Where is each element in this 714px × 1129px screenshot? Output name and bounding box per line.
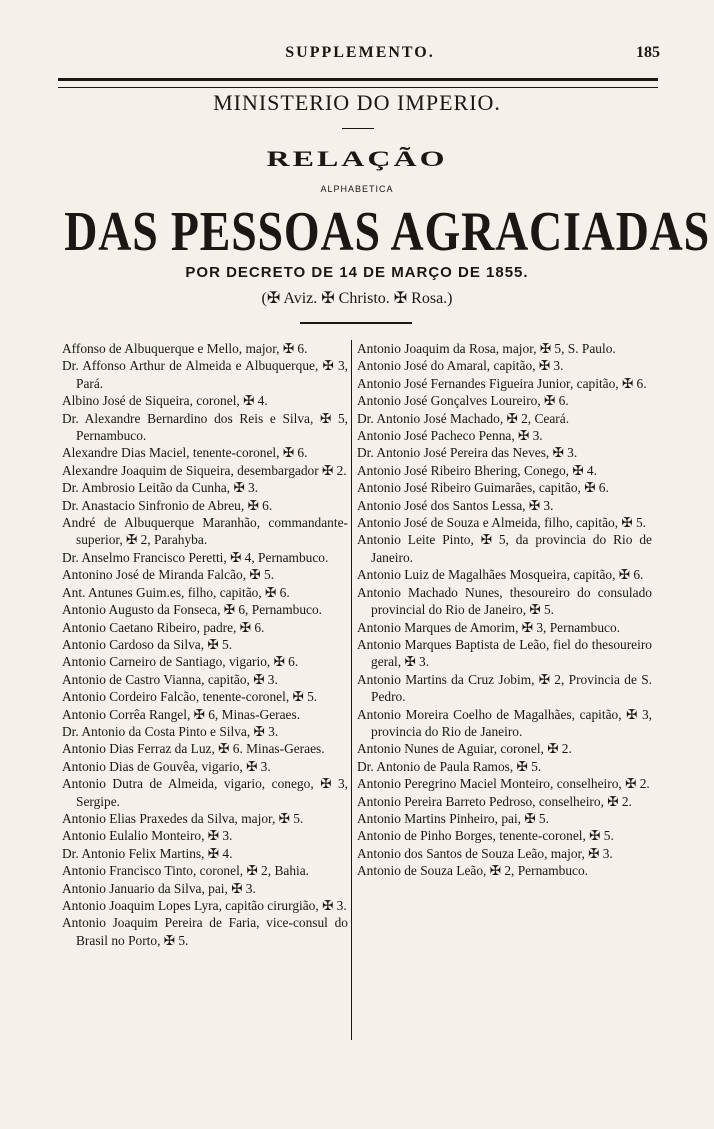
list-item: Antonino José de Miranda Falcão, ✠ 5. (62, 567, 275, 583)
list-item: Antonio José Ribeiro Bhering, Conego, ✠ 4. (357, 462, 597, 478)
list-item: Antonio José de Souza e Almeida, filho, capitão, ✠ 5. (357, 515, 647, 531)
list-item: Antonio Augusto da Fonseca, ✠ 6, Pernambuco. (62, 602, 323, 618)
list-item: Antonio Elias Praxedes da Silva, major, ✠ 5. (62, 810, 304, 826)
list-item: Dr. Antonio José Pereira das Neves, ✠ 3. (357, 445, 578, 461)
list-item: Antonio Joaquim Pereira de Faria, vice-consul do Brasil no Porto, ✠ 5. (62, 915, 348, 948)
list-item: Antonio José Pacheco Penna, ✠ 3. (357, 428, 543, 444)
list-item: Antonio Nunes de Aguiar, coronel, ✠ 2. (357, 741, 572, 757)
list-item: Antonio Dias Ferraz da Luz, ✠ 6. Minas-Geraes. (62, 741, 325, 757)
column-divider (351, 340, 352, 1040)
list-item: Dr. Anastacio Sinfronio de Abreu, ✠ 6. (62, 497, 273, 513)
list-item: Antonio José Gonçalves Loureiro, ✠ 6. (357, 393, 569, 409)
list-item: Dr. Antonio da Costa Pinto e Silva, ✠ 3. (62, 723, 279, 739)
list-item: Antonio Cardoso da Silva, ✠ 5. (62, 636, 233, 652)
list-item: Affonso de Albuquerque e Mello, major, ✠ 6. (62, 341, 308, 356)
list-item: Antonio Januario da Silva, pai, ✠ 3. (62, 880, 256, 896)
list-item: Antonio Cordeiro Falcão, tenente-coronel, ✠ 5. (62, 689, 318, 705)
list-item: Antonio Joaquim Lopes Lyra, capitão cirurgião, ✠ 3. (62, 898, 347, 913)
section-divider (342, 128, 374, 129)
left-column (62, 340, 348, 949)
list-item: Antonio José dos Santos Lessa, ✠ 3. (357, 497, 554, 513)
list-item: Antonio Pereira Barreto Pedroso, conselheiro, ✠ 2. (357, 793, 632, 809)
list-item: Antonio Martins Pinheiro, pai, ✠ 5. (357, 810, 549, 826)
list-item: Antonio Carneiro de Santiago, vigario, ✠ 6. (62, 654, 299, 670)
list-item: Antonio Moreira Coelho de Magalhães, capitão, ✠ 3, provincia do Rio de Janeiro. (357, 706, 652, 739)
list-item: Antonio Marques Baptista de Leão, fiel do thesoureiro geral, ✠ 3. (357, 636, 652, 670)
main-title: DAS PESSOAS AGRACIADAS (64, 201, 711, 263)
subheading: ALPHABETICA (320, 184, 394, 194)
list-item: Antonio Caetano Ribeiro, padre, ✠ 6. (62, 619, 265, 635)
ministry-title: MINISTERIO DO IMPERIO. (213, 90, 501, 115)
header-rule (58, 78, 658, 88)
orders-key: (✠ Aviz. ✠ Christo. ✠ Rosa.) (261, 290, 453, 307)
list-item: Alexandre Dias Maciel, tenente-coronel, ✠ 6. (62, 445, 308, 461)
list-item: Dr. Affonso Arthur de Almeida e Albuquerque, ✠ 3, Pará. (62, 358, 348, 391)
list-item: Antonio de Pinho Borges, tenente-coronel, ✠ 5. (357, 828, 614, 844)
page-number: 185 (636, 44, 660, 61)
list-item: Antonio Peregrino Maciel Monteiro, conselheiro, ✠ 2. (357, 776, 650, 792)
list-item: Dr. Antonio Felix Martins, ✠ 4. (62, 845, 233, 861)
list-item: Antonio Dias de Gouvêa, vigario, ✠ 3. (62, 758, 271, 774)
header-title: SUPPLEMENTO. (285, 44, 435, 61)
list-item: Antonio Luiz de Magalhães Mosqueira, capitão, ✠ 6. (357, 567, 644, 583)
list-item: André de Albuquerque Maranhão, commandante-superior, ✠ 2, Parahyba. (62, 515, 348, 548)
list-item: Antonio dos Santos de Souza Leão, major, ✠ 3. (357, 845, 613, 861)
list-item: Antonio José do Amaral, capitão, ✠ 3. (357, 358, 564, 374)
heading: RELAÇÃO (266, 145, 448, 171)
list-item: Antonio Dutra de Almeida, vigario, conego, ✠ 3, Sergipe. (62, 776, 348, 809)
list-item: Antonio Marques de Amorim, ✠ 3, Pernambuco. (357, 619, 620, 635)
list-item: Dr. Antonio José Machado, ✠ 2, Ceará. (357, 410, 570, 426)
list-item: Dr. Alexandre Bernardino dos Reis e Silva, ✠ 5, Pernambuco. (62, 410, 348, 444)
list-item: Antonio José Fernandes Figueira Junior, capitão, ✠ 6. (357, 375, 647, 391)
list-item: Albino José de Siqueira, coronel, ✠ 4. (62, 393, 268, 409)
list-item: Antonio Corrêa Rangel, ✠ 6, Minas-Geraes. (62, 706, 301, 722)
list-item: Dr. Anselmo Francisco Peretti, ✠ 4, Pernambuco. (62, 549, 329, 565)
list-item: Antonio Eulalio Monteiro, ✠ 3. (62, 828, 233, 844)
list-item: Dr. Antonio de Paula Ramos, ✠ 5. (357, 758, 542, 774)
list-item: Antonio Leite Pinto, ✠ 5, da provincia do Rio de Janeiro. (357, 532, 652, 565)
list-item: Alexandre Joaquim de Siqueira, desembargador ✠ 2. (62, 462, 347, 478)
title-rule (300, 322, 412, 324)
decree-line: POR DECRETO DE 14 DE MARÇO DE 1855. (185, 264, 529, 281)
list-item: Antonio Martins da Cruz Jobim, ✠ 2, Provincia de S. Pedro. (357, 671, 652, 705)
list-item: Antonio Joaquim da Rosa, major, ✠ 5, S. Paulo. (357, 341, 616, 356)
list-item: Antonio de Castro Vianna, capitão, ✠ 3. (62, 671, 278, 687)
list-item: Antonio de Souza Leão, ✠ 2, Pernambuco. (357, 863, 588, 879)
list-item: Dr. Ambrosio Leitão da Cunha, ✠ 3. (62, 480, 259, 496)
running-header (60, 44, 660, 72)
list-item: Antonio Machado Nunes, thesoureiro do consulado provincial do Rio de Janeiro, ✠ 5. (357, 584, 652, 618)
list-item: Antonio José Ribeiro Guimarães, capitão, ✠ 6. (357, 480, 609, 496)
list-item: Antonio Francisco Tinto, coronel, ✠ 2, Bahia. (62, 863, 310, 879)
list-item: Ant. Antunes Guim.es, filho, capitão, ✠ 6. (62, 584, 290, 600)
right-column (357, 340, 652, 880)
